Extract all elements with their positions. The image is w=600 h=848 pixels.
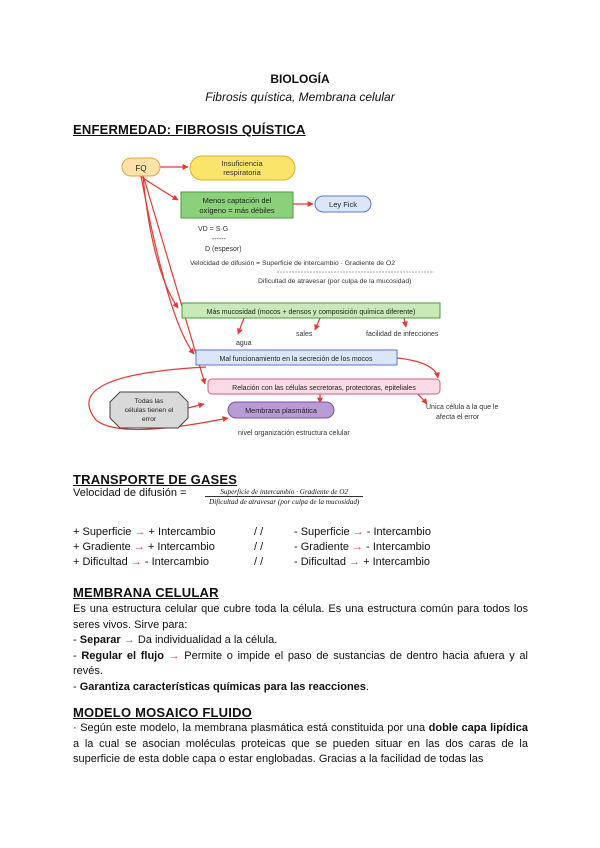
arrow-todas-membrana: [188, 404, 204, 408]
formula-velocidad-line: Velocidad de difusión = Superficie de intercambio · Gradiente de O2: [190, 260, 395, 267]
membrana-bullet-garantiza: - Garantiza características químicas para las reacciones.: [73, 680, 369, 693]
node-menos-line1: Menos captación del: [202, 196, 272, 205]
node-insuficiencia-line2: respiratoria: [223, 168, 261, 177]
arrow-moco-agua: [238, 318, 244, 334]
arrow-mal-relacion: [397, 358, 438, 378]
node-todas-line3: error: [141, 416, 157, 423]
section-heading-fibrosis: ENFERMEDAD: FIBROSIS QUÍSTICA: [73, 122, 306, 137]
formula-numerator: Superficie de intercambio · Gradiente de O2: [220, 488, 348, 496]
label-unica-line2: afecta el error: [436, 414, 480, 421]
formula-vd-despesor: D (espesor): [205, 246, 242, 253]
formula-vd-dash: ------: [212, 236, 226, 243]
section-heading-transporte: TRANSPORTE DE GASES: [73, 472, 238, 487]
row-3-right: - Dificultad → + Intercambio: [294, 556, 431, 568]
row-2-left: + Gradiente → + Intercambio: [73, 541, 215, 553]
arrow-moco-facil: [404, 318, 406, 327]
label-sales: sales: [296, 331, 313, 338]
row-1-sep: / /: [254, 526, 264, 538]
document-subtitle: Fibrosis quística, Membrana celular: [205, 90, 395, 104]
row-3-sep: / /: [254, 556, 264, 568]
node-ley-fick-label: Ley Fick: [329, 200, 357, 209]
formula-vd: VD = S·G: [198, 226, 229, 233]
row-2-right: - Gradiente → - Intercambio: [294, 541, 431, 553]
mosaico-body: · Según este modelo, la membrana plasmática está constituida por una doble capa lipídica a la cual se asocian moléculas proteicas que se pueden situar en las dos caras de la superficie de esta doble capa o estar englobadas. Gracias a la facilidad de todas las: [73, 722, 528, 766]
label-nivel-organizacion: nivel organización estructura celular: [238, 430, 350, 437]
row-2-sep: / /: [254, 541, 264, 553]
label-agua: agua: [236, 340, 252, 347]
formula-fraction: [205, 488, 363, 506]
row-3-left: + Dificultad → - Intercambio: [73, 556, 210, 568]
membrana-bullet-regular: - Regular el flujo → Permite o impide el paso de sustancias de dentro hacia afuera y al revés.: [73, 649, 528, 678]
membrana-body: [73, 602, 528, 696]
label-unica-line1: Unica célula a la que le: [426, 404, 499, 411]
membrana-intro: Es una estructura celular que cubre toda la célula. Es una estructura común para todos los seres vivos. Sirve para:: [73, 603, 528, 631]
row-1-right: - Superficie → - Intercambio: [294, 526, 431, 538]
node-menos-line2: oxígeno = más débiles: [199, 206, 275, 215]
row-1-left: + Superficie → + Intercambio: [73, 526, 216, 538]
formula-label: Velocidad de difusión =: [73, 487, 187, 499]
document-title: BIOLOGÍA: [270, 72, 330, 86]
node-membrana-label: Membrana plasmática: [245, 406, 317, 415]
formula-denominator: Dificultad de atravesar (por culpa de la mucosidad): [205, 496, 363, 506]
section-heading-mosaico: MODELO MOSAICO FLUIDO: [73, 705, 252, 720]
node-mucosidad-label: Más mucosidad (mocos + densos y composición química diferente): [206, 309, 416, 316]
membrana-bullet-separar: - Separar → Da individualidad a la célula.: [73, 634, 278, 647]
node-fq-label: FQ: [135, 164, 147, 173]
node-relacion-label: Relación con las células secretoras, protectoras, epiteliales: [232, 385, 416, 392]
node-insuficiencia-line1: Insuficiencia: [221, 159, 263, 168]
arrow-fq-moco: [143, 176, 178, 308]
section-heading-membrana: MEMBRANA CELULAR: [73, 585, 219, 600]
formula-velocidad-den: Dificultad de atravesar (por culpa de la mucosidad): [258, 278, 412, 285]
node-todas-line1: Todas las: [134, 398, 164, 405]
arrow-moco-sales: [315, 318, 320, 330]
node-todas-line2: células tienen el: [124, 407, 174, 414]
label-facilidad-infecciones: facilidad de infecciones: [366, 331, 439, 338]
node-mal-label: Mal funcionamiento en la secreción de los mocos: [219, 356, 373, 363]
